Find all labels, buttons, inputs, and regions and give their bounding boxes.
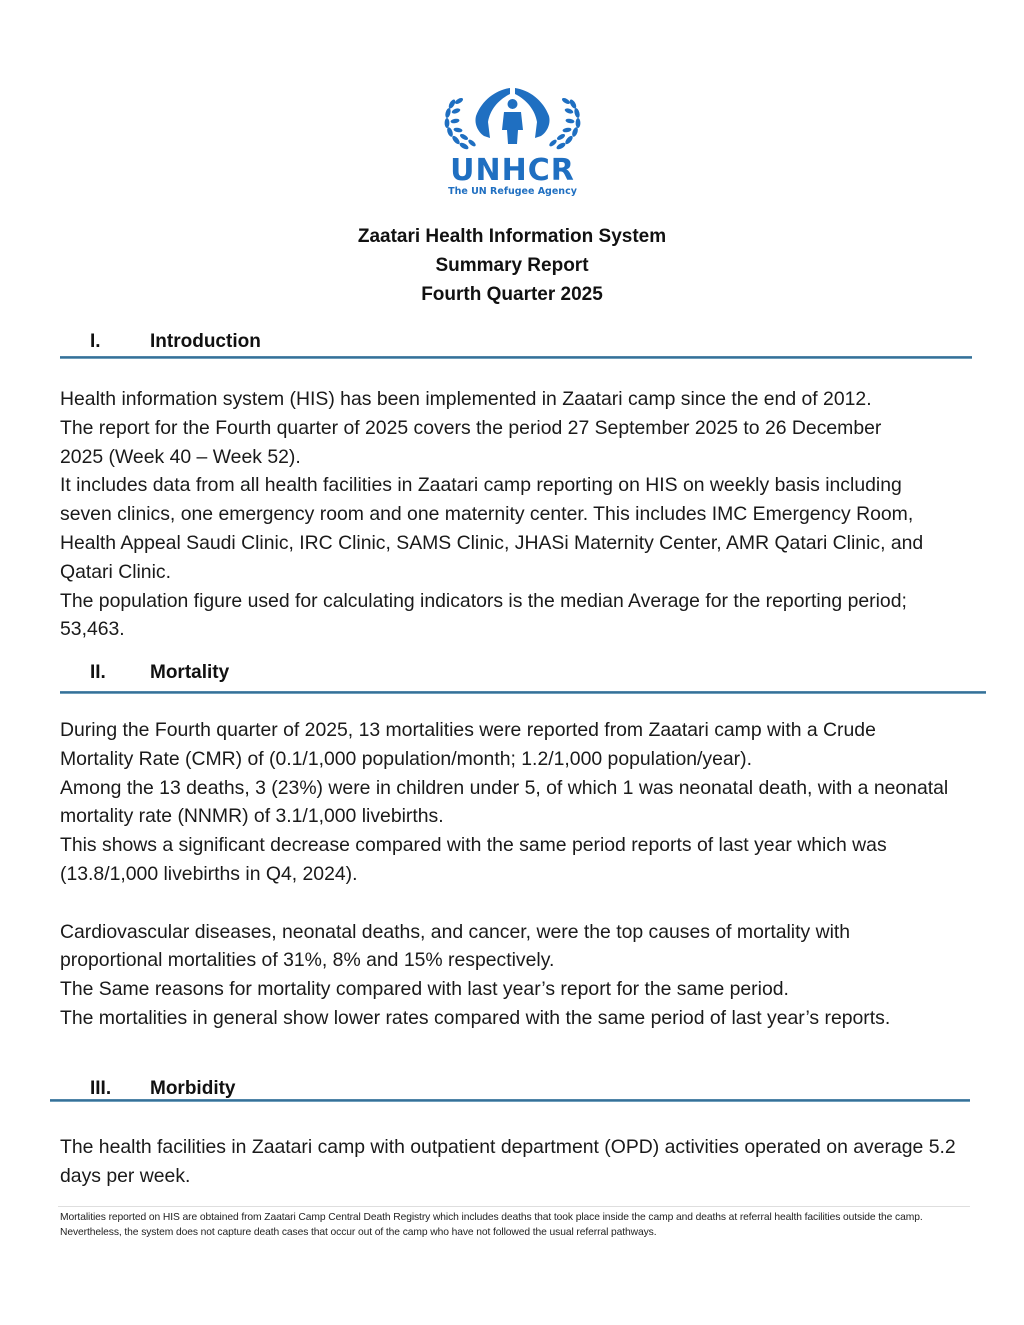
unhcr-emblem-icon — [430, 82, 595, 156]
section-title: Morbidity — [150, 1078, 236, 1099]
section-title: Introduction — [150, 331, 261, 352]
paragraph: This shows a significant decrease compared with the same period reports of last year which was (13.8/1,000 livebirths in Q4, 2024). — [60, 834, 887, 885]
mortality-body — [60, 716, 975, 1033]
section-rule — [60, 691, 986, 694]
person-head-icon — [508, 99, 518, 109]
logo-wordmark: UNHCR — [450, 153, 575, 188]
paragraph: The health facilities in Zaatari camp with outpatient department (OPD) activities operated on average 5.2 days per week. — [60, 1136, 956, 1187]
paragraph-spacer — [60, 889, 975, 918]
title-line-2: Summary Report — [435, 255, 589, 276]
section-title: Mortality — [150, 662, 230, 683]
paragraph: Among the 13 deaths, 3 (23%) were in children under 5, of which 1 was neonatal death, with a neonatal mortality rate (NNMR) of 3.1/1,000 livebirths. — [60, 776, 949, 828]
morbidity-body — [60, 1133, 960, 1191]
section-rule — [60, 356, 972, 359]
paragraph: The report for the Fourth quarter of 2025 covers the period 27 September 2025 to 26 December 2025 (Week 40 – Week 52). — [60, 416, 882, 468]
paragraph: During the Fourth quarter of 2025, 13 mortalities were reported from Zaatari camp with a Crude Mortality Rate (CMR) of (0.1/1,000 population/month; 1.2/1,000 population/year). — [60, 719, 876, 770]
paragraph: The Same reasons for mortality compared with last year’s report for the same period. — [60, 978, 789, 1001]
unhcr-logo — [430, 82, 595, 200]
title-line-1: Zaatari Health Information System — [357, 226, 667, 247]
paragraph: It includes data from all health facilities in Zaatari camp reporting on HIS on weekly basis including seven clinics, one emergency room and one maternity center. This includes IMC Emergency Room, Health Appeal Saudi Clinic, IRC Clinic, SAMS Clinic, JHASi Maternity Center, AMR Qatari Clinic, and Qatari Clinic. — [60, 474, 924, 583]
logo-tagline: The UN Refugee Agency — [448, 186, 577, 197]
paragraph: Cardiovascular diseases, neonatal deaths, and cancer, were the top causes of mortality with proportional mortalities of 31%, 8% and 15% respectively. — [60, 920, 851, 972]
person-body-icon — [502, 112, 523, 144]
section-number: III. — [90, 1078, 112, 1099]
footnote-separator — [58, 1206, 970, 1207]
laurel-left-icon — [444, 97, 476, 151]
title-line-3: Fourth Quarter 2025 — [421, 284, 603, 305]
paragraph: Health information system (HIS) has been implemented in Zaatari camp since the end of 2012. — [60, 388, 872, 410]
section-number: I. — [90, 331, 101, 352]
section-rule — [50, 1099, 970, 1102]
section-number: II. — [90, 662, 106, 683]
laurel-right-icon — [548, 97, 580, 151]
introduction-body — [60, 385, 970, 644]
paragraph: The population figure used for calculating indicators is the median Average for the reporting period; 53,463. — [60, 589, 907, 641]
footnote: Mortalities reported on HIS are obtained from Zaatari Camp Central Death Registry which includes deaths that took place inside the camp and deaths at referral health facilities outside the camp. Nevertheless, the system does not capture death cases that occur out of the camp who have not followed the usual referral pathways. — [60, 1212, 923, 1238]
paragraph: The mortalities in general show lower rates compared with the same period of last year’s reports. — [60, 1006, 891, 1029]
report-title — [0, 222, 1024, 309]
